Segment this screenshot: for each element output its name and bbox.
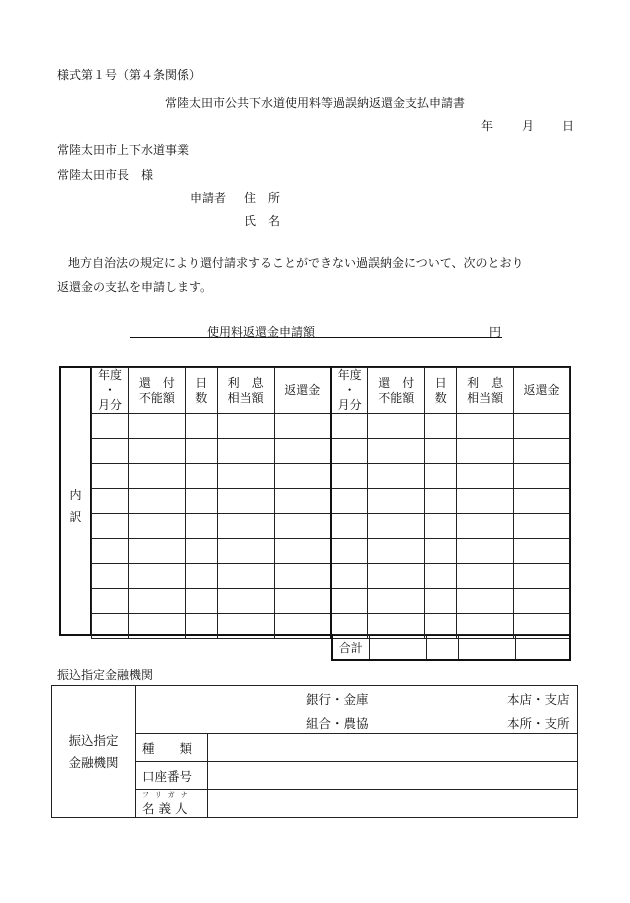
breakdown-cell[interactable] bbox=[128, 489, 185, 514]
header-fiscal-month: 年度 ・ 月分 bbox=[92, 368, 129, 414]
date-month: 月 bbox=[522, 119, 535, 133]
breakdown-cell[interactable] bbox=[514, 439, 570, 464]
total-interest-cell[interactable] bbox=[458, 635, 515, 661]
breakdown-cell[interactable] bbox=[274, 514, 331, 539]
breakdown-cell[interactable] bbox=[514, 464, 570, 489]
branch-type-1: 本店・支店 bbox=[507, 692, 570, 707]
breakdown-cell[interactable] bbox=[425, 489, 457, 514]
amount-underline bbox=[130, 337, 502, 338]
breakdown-cell[interactable] bbox=[92, 514, 129, 539]
breakdown-cell[interactable] bbox=[185, 414, 217, 439]
addressee-department: 常陸太田市上下水道事業 bbox=[57, 143, 190, 157]
breakdown-cell[interactable] bbox=[331, 539, 368, 564]
breakdown-cell[interactable] bbox=[92, 414, 129, 439]
breakdown-cell[interactable] bbox=[514, 489, 570, 514]
breakdown-cell[interactable] bbox=[217, 414, 274, 439]
breakdown-cell[interactable] bbox=[457, 589, 514, 614]
breakdown-row bbox=[92, 489, 570, 514]
breakdown-cell[interactable] bbox=[331, 439, 368, 464]
breakdown-cell[interactable] bbox=[514, 589, 570, 614]
bank-type-1: 銀行・金庫 bbox=[306, 692, 369, 707]
breakdown-row bbox=[92, 464, 570, 489]
breakdown-cell[interactable] bbox=[331, 514, 368, 539]
bank-type-2: 組合・農協 bbox=[306, 716, 369, 731]
breakdown-cell[interactable] bbox=[457, 539, 514, 564]
header-unrefundable: 還 付 不能額 bbox=[128, 368, 185, 414]
header-unrefundable-2: 還 付 不能額 bbox=[368, 368, 425, 414]
breakdown-cell[interactable] bbox=[457, 414, 514, 439]
breakdown-cell[interactable] bbox=[128, 439, 185, 464]
breakdown-cell[interactable] bbox=[185, 514, 217, 539]
body-text-line-1: 地方自治法の規定により還付請求することができない過誤納金について、次のとおり bbox=[68, 256, 524, 270]
breakdown-cell[interactable] bbox=[274, 414, 331, 439]
amount-unit: 円 bbox=[489, 325, 502, 339]
breakdown-cell[interactable] bbox=[425, 564, 457, 589]
total-unrefundable-cell[interactable] bbox=[369, 635, 426, 661]
breakdown-cell[interactable] bbox=[368, 539, 425, 564]
breakdown-row bbox=[92, 439, 570, 464]
breakdown-cell[interactable] bbox=[128, 589, 185, 614]
breakdown-cell[interactable] bbox=[331, 589, 368, 614]
breakdown-cell[interactable] bbox=[92, 564, 129, 589]
breakdown-cell[interactable] bbox=[457, 489, 514, 514]
breakdown-cell[interactable] bbox=[274, 539, 331, 564]
holder-label-cell bbox=[136, 790, 208, 818]
breakdown-row bbox=[92, 589, 570, 614]
breakdown-row bbox=[92, 539, 570, 564]
breakdown-cell[interactable] bbox=[274, 614, 331, 639]
breakdown-cell[interactable] bbox=[92, 464, 129, 489]
document-title: 常陸太田市公共下水道使用料等過誤納返還金支払申請書 bbox=[164, 96, 465, 110]
bank-name-cell[interactable] bbox=[136, 686, 578, 734]
account-number-field[interactable] bbox=[208, 762, 578, 790]
breakdown-cell[interactable] bbox=[457, 464, 514, 489]
breakdown-cell[interactable] bbox=[514, 514, 570, 539]
addressee-mayor: 常陸太田市長 様 bbox=[57, 168, 154, 182]
header-refund: 返還金 bbox=[274, 368, 331, 414]
breakdown-cell[interactable] bbox=[368, 514, 425, 539]
header-interest-2: 利 息 相当額 bbox=[457, 368, 514, 414]
breakdown-cell[interactable] bbox=[128, 464, 185, 489]
breakdown-cell[interactable] bbox=[368, 414, 425, 439]
breakdown-cell[interactable] bbox=[185, 539, 217, 564]
breakdown-cell[interactable] bbox=[217, 489, 274, 514]
breakdown-row bbox=[92, 414, 570, 439]
breakdown-cell[interactable] bbox=[92, 589, 129, 614]
breakdown-cell[interactable] bbox=[128, 539, 185, 564]
total-days-cell[interactable] bbox=[426, 635, 458, 661]
breakdown-cell[interactable] bbox=[514, 414, 570, 439]
breakdown-cell[interactable] bbox=[274, 464, 331, 489]
header-fiscal-month-2: 年度 ・ 月分 bbox=[331, 368, 368, 414]
header-days-2: 日 数 bbox=[425, 368, 457, 414]
account-type-label: 種 類 bbox=[136, 734, 208, 762]
breakdown-cell[interactable] bbox=[368, 564, 425, 589]
breakdown-cell[interactable] bbox=[92, 489, 129, 514]
breakdown-cell[interactable] bbox=[217, 439, 274, 464]
breakdown-cell[interactable] bbox=[425, 464, 457, 489]
breakdown-cell[interactable] bbox=[128, 614, 185, 639]
header-interest: 利 息 相当額 bbox=[217, 368, 274, 414]
total-row bbox=[332, 635, 570, 661]
breakdown-cell[interactable] bbox=[457, 514, 514, 539]
breakdown-cell[interactable] bbox=[331, 564, 368, 589]
breakdown-cell[interactable] bbox=[185, 614, 217, 639]
breakdown-cell[interactable] bbox=[514, 564, 570, 589]
breakdown-row bbox=[92, 514, 570, 539]
breakdown-cell[interactable] bbox=[368, 589, 425, 614]
breakdown-cell[interactable] bbox=[217, 589, 274, 614]
breakdown-cell[interactable] bbox=[92, 539, 129, 564]
breakdown-cell[interactable] bbox=[274, 564, 331, 589]
applicant-address-label: 住 所 bbox=[244, 191, 281, 205]
breakdown-cell[interactable] bbox=[217, 564, 274, 589]
breakdown-side-label: 内 訳 bbox=[69, 488, 82, 524]
breakdown-cell[interactable] bbox=[425, 514, 457, 539]
breakdown-cell[interactable] bbox=[128, 564, 185, 589]
breakdown-cell[interactable] bbox=[217, 514, 274, 539]
breakdown-cell[interactable] bbox=[92, 614, 129, 639]
breakdown-cell[interactable] bbox=[217, 464, 274, 489]
breakdown-cell[interactable] bbox=[425, 414, 457, 439]
date-year: 年 bbox=[481, 119, 494, 133]
holder-label: 名 義 人 bbox=[142, 800, 188, 816]
breakdown-cell[interactable] bbox=[128, 514, 185, 539]
bank-section-label: 振込指定金融機関 bbox=[57, 668, 154, 682]
account-number-label: 口座番号 bbox=[136, 762, 208, 790]
bank-side-label: 振込指定 金融機関 bbox=[52, 686, 136, 818]
total-label: 合計 bbox=[332, 635, 369, 661]
breakdown-row bbox=[92, 564, 570, 589]
breakdown-cell[interactable] bbox=[331, 414, 368, 439]
breakdown-cell[interactable] bbox=[425, 439, 457, 464]
breakdown-cell[interactable] bbox=[331, 489, 368, 514]
breakdown-cell[interactable] bbox=[457, 439, 514, 464]
breakdown-cell[interactable] bbox=[274, 439, 331, 464]
breakdown-cell[interactable] bbox=[185, 564, 217, 589]
form-number: 様式第１号（第４条関係） bbox=[57, 68, 202, 82]
breakdown-cell[interactable] bbox=[457, 564, 514, 589]
header-days: 日 数 bbox=[185, 368, 217, 414]
date-day: 日 bbox=[562, 119, 575, 133]
furigana-label: フリガナ bbox=[142, 790, 194, 799]
amount-label: 使用料返還金申請額 bbox=[207, 325, 316, 339]
total-table bbox=[331, 634, 571, 661]
breakdown-cell[interactable] bbox=[128, 414, 185, 439]
holder-field[interactable] bbox=[208, 790, 578, 818]
breakdown-cell[interactable] bbox=[217, 614, 274, 639]
breakdown-cell[interactable] bbox=[92, 439, 129, 464]
breakdown-cell[interactable] bbox=[185, 464, 217, 489]
breakdown-cell[interactable] bbox=[368, 464, 425, 489]
breakdown-header-row bbox=[92, 368, 570, 414]
breakdown-cell[interactable] bbox=[514, 539, 570, 564]
bank-table bbox=[51, 685, 578, 818]
breakdown-cell[interactable] bbox=[185, 589, 217, 614]
breakdown-cell[interactable] bbox=[185, 489, 217, 514]
breakdown-cell[interactable] bbox=[368, 489, 425, 514]
branch-type-2: 本所・支所 bbox=[507, 716, 570, 731]
breakdown-table bbox=[91, 367, 570, 639]
account-type-field[interactable] bbox=[208, 734, 578, 762]
breakdown-cell[interactable] bbox=[331, 464, 368, 489]
breakdown-cell[interactable] bbox=[425, 589, 457, 614]
breakdown-cell[interactable] bbox=[274, 489, 331, 514]
breakdown-cell[interactable] bbox=[217, 539, 274, 564]
header-refund-2: 返還金 bbox=[514, 368, 570, 414]
breakdown-cell[interactable] bbox=[425, 539, 457, 564]
applicant-name-label: 氏 名 bbox=[244, 214, 281, 228]
breakdown-cell[interactable] bbox=[185, 439, 217, 464]
body-text-line-2: 返還金の支払を申請します。 bbox=[57, 280, 213, 294]
total-refund-cell[interactable] bbox=[515, 635, 570, 661]
breakdown-cell[interactable] bbox=[368, 439, 425, 464]
breakdown-cell[interactable] bbox=[274, 589, 331, 614]
applicant-label: 申請者 bbox=[190, 191, 227, 205]
